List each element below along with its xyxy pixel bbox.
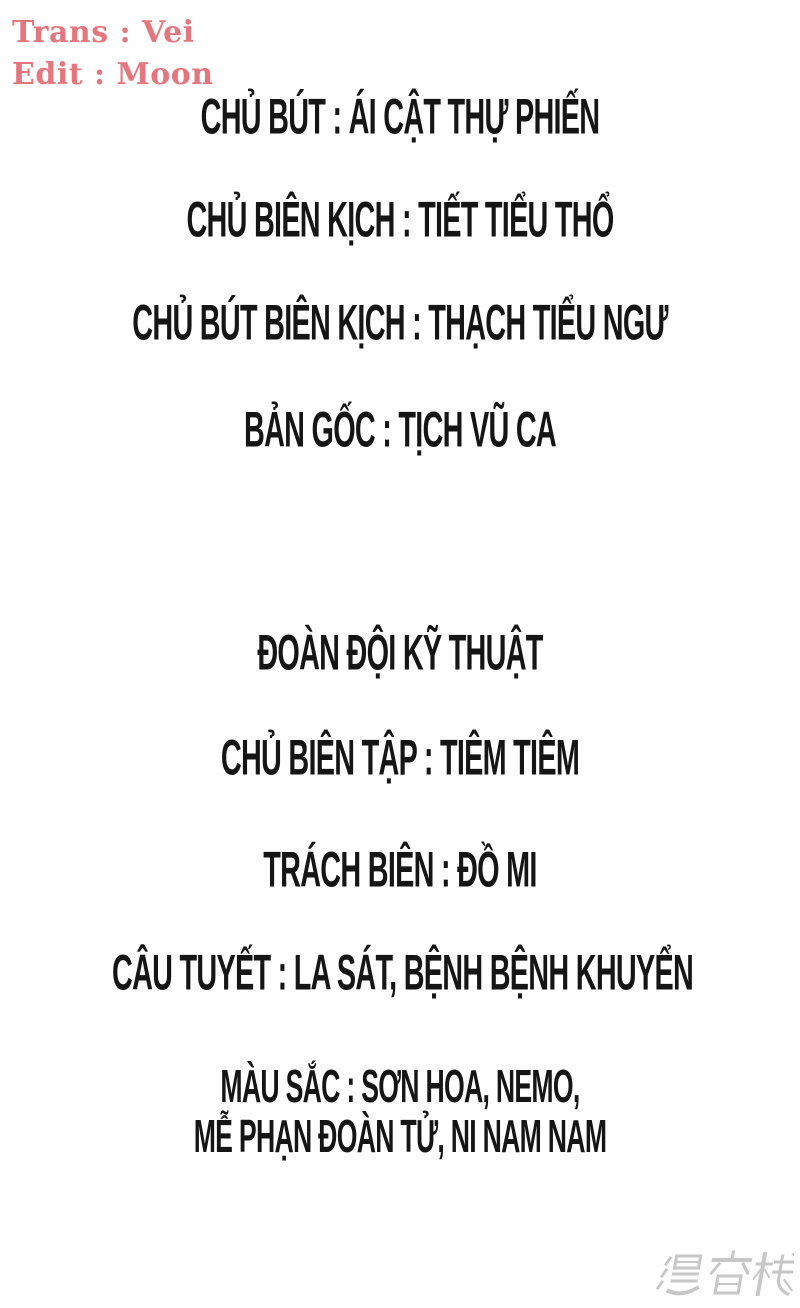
credit-line-doan-doi-ky-thuat: ĐOÀN ĐỘI KỸ THUẬT bbox=[257, 625, 543, 681]
credit-line-mau-sac-tiep: MỄ PHẠN ĐOÀN TỬ, NI NAM NAM bbox=[193, 1110, 607, 1162]
credit-line-chu-bien-tap: CHỦ BIÊN TẬP : TIÊM TIÊM bbox=[220, 730, 580, 786]
scanlation-credits bbox=[12, 12, 214, 96]
credit-line-cau-tuyet: CÂU TUYẾT : LA SÁT, BỆNH BỆNH KHUYỂN bbox=[112, 945, 694, 1001]
credit-line-ban-goc: BẢN GỐC : TỊCH VŨ CA bbox=[243, 402, 556, 458]
credit-line-mau-sac: MÀU SẮC : SƠN HOA, NEMO, bbox=[220, 1060, 580, 1112]
editor-credit: Edit : Moon bbox=[12, 57, 214, 92]
credit-line-trach-bien: TRÁCH BIÊN : ĐỒ MI bbox=[263, 842, 537, 898]
credit-line-chu-but-bien-kich: CHỦ BÚT BIÊN KỊCH : THẠCH TIỂU NGƯ bbox=[132, 295, 668, 351]
watermark-logo bbox=[654, 1248, 794, 1304]
credit-line-chu-but: CHỦ BÚT : ÁI CẬT THỰ PHIẾN bbox=[200, 89, 600, 145]
translator-credit: Trans : Vei bbox=[12, 15, 195, 50]
credit-line-chu-bien-kich: CHỦ BIÊN KỊCH : TIẾT TIỂU THỔ bbox=[186, 192, 614, 248]
